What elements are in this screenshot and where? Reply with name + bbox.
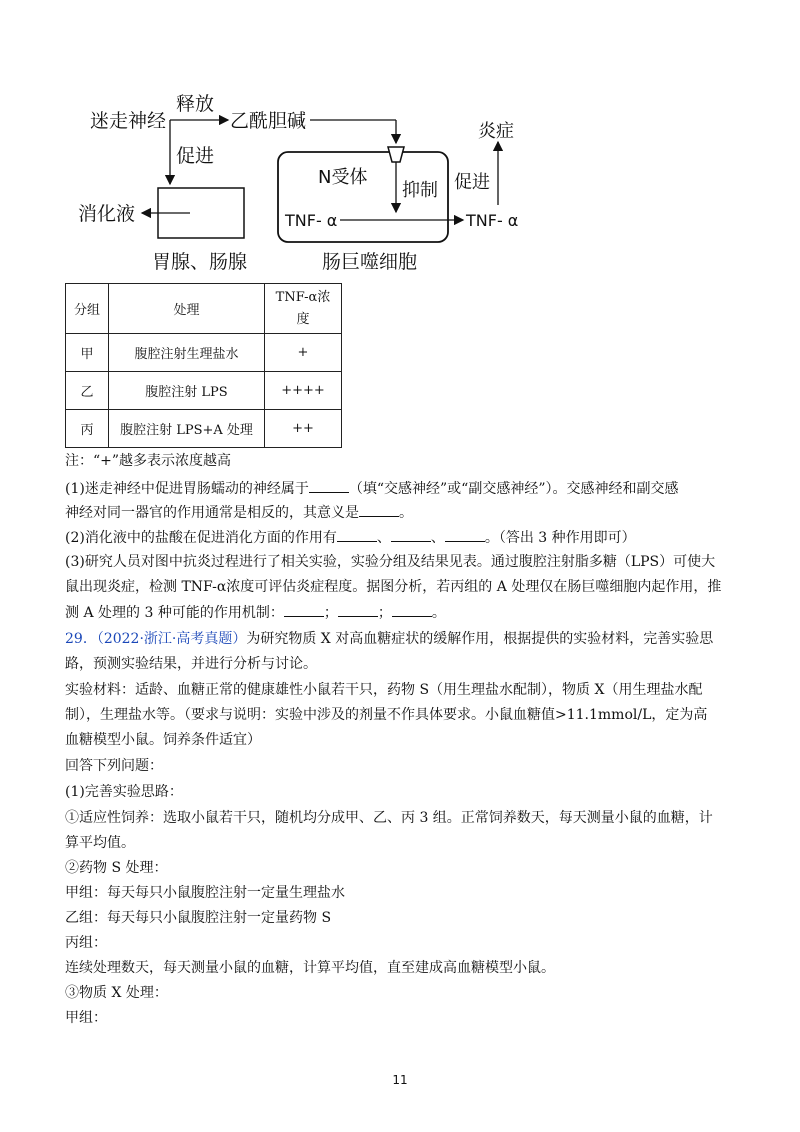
tnf-inner-label: TNF- α — [285, 211, 338, 230]
page-number: 11 — [392, 1073, 408, 1087]
inhibit-label: 抑制 — [402, 180, 438, 201]
header-treatment: 处理 — [109, 284, 265, 334]
part1-heading: (1)完善实验思路： — [65, 784, 183, 800]
materials-line1: 实验材料：适龄、血糖正常的健康雄性小鼠若干只，药物 S（用生理盐水配制），物质 X（用生理盐水配 — [65, 682, 703, 698]
experiment-table — [65, 283, 342, 448]
row-treatment: 腹腔注射生理盐水 — [109, 334, 265, 372]
row-concentration: + — [265, 334, 342, 372]
release-label: 释放 — [176, 93, 215, 115]
promote-label-2: 促进 — [454, 172, 490, 193]
n-receptor-shape — [388, 147, 404, 162]
q3-line1: (3)研究人员对图中抗炎过程进行了相关实验，实验分组及结果见表。通过腹腔注射脂多糖（LPS）可使大 — [65, 554, 716, 570]
header-concentration: TNF-α浓 度 — [265, 284, 342, 334]
row-group: 乙 — [66, 372, 109, 410]
inflammation-label: 炎症 — [478, 121, 514, 142]
answer-blank[interactable] — [309, 478, 349, 493]
q3-line2: 鼠出现炎症，检测 TNF-α浓度可评估炎症程度。据图分析，若丙组的 A 处理仅在肠巨噬细胞内起作用，推 — [65, 579, 722, 595]
q3-line3: 测 A 处理的 3 种可能的作用机制： ； ； 。 — [65, 602, 730, 623]
step2-heading: ②药物 S 处理： — [65, 860, 168, 876]
row-concentration: ++ — [265, 410, 342, 448]
row-group: 甲 — [66, 334, 109, 372]
header-group: 分组 — [66, 284, 109, 334]
ach-label: 乙酰胆碱 — [230, 110, 307, 132]
q1-line2: 神经对同一器官的作用通常是相反的，其意义是 。 — [65, 502, 730, 523]
materials-line3: 血糖模型小鼠。饲养条件适宜） — [65, 732, 261, 748]
gland-label: 胃腺、肠腺 — [152, 251, 248, 273]
group-a-saline: 甲组：每天每只小鼠腹腔注射一定量生理盐水 — [65, 885, 345, 901]
answer-blank[interactable] — [391, 527, 431, 542]
q29-line1: 29．（2022·浙江·高考真题）为研究物质 X 对高血糖症状的缓解作用，根据提供的实验材料，完善实验思 — [65, 631, 714, 647]
answer-blank[interactable] — [392, 602, 432, 617]
table-header-row — [66, 284, 342, 334]
vagus-label: 迷走神经 — [90, 110, 167, 132]
step1-line1: ①适应性饲养：选取小鼠若干只，随机均分成甲、乙、丙 3 组。正常饲养数天，每天测量小鼠的血糖，计 — [65, 810, 713, 826]
question-source[interactable]: （2022·浙江·高考真题） — [96, 631, 247, 647]
materials-line2: 制），生理盐水等。（要求与说明：实验中涉及的剂量不作具体要求。小鼠血糖值>11.1mmol/L，定为高 — [65, 707, 708, 723]
q1-line1: (1)迷走神经中促进胃肠蠕动的神经属于 （填“交感神经”或“副交感神经”）。交感神经和副交感 — [65, 478, 730, 499]
digestive-label: 消化液 — [78, 203, 136, 225]
step3-heading: ③物质 X 处理： — [65, 985, 168, 1001]
table-note: 注：“+”越多表示浓度越高 — [65, 453, 232, 469]
answer-prompt: 回答下列问题： — [65, 758, 163, 774]
q2-line: (2)消化液中的盐酸在促进消化方面的作用有 、 、 。（答出 3 种作用即可） — [65, 527, 730, 548]
continue-line: 连续处理数天，每天测量小鼠的血糖，计算平均值，直至建成高血糖模型小鼠。 — [65, 960, 555, 976]
answer-blank[interactable] — [337, 527, 377, 542]
promote-label-1: 促进 — [176, 145, 215, 167]
n-receptor-label: N受体 — [318, 167, 368, 188]
table-row — [66, 334, 342, 372]
step1-line2: 算平均值。 — [65, 835, 135, 851]
table-row — [66, 372, 342, 410]
macrophage-label: 肠巨噬细胞 — [322, 251, 418, 273]
answer-blank[interactable] — [284, 602, 324, 617]
question-number: 29． — [65, 631, 97, 647]
group-a-x: 甲组： — [65, 1010, 107, 1026]
anti-inflammation-diagram — [70, 90, 540, 280]
answer-blank[interactable] — [359, 502, 399, 517]
row-group: 丙 — [66, 410, 109, 448]
q29-line2: 路，预测实验结果，并进行分析与讨论。 — [65, 656, 317, 672]
table-row — [66, 410, 342, 448]
row-treatment: 腹腔注射 LPS — [109, 372, 265, 410]
answer-blank[interactable] — [338, 602, 378, 617]
tnf-outer-label: TNF- α — [466, 211, 519, 230]
group-b-drug: 乙组：每天每只小鼠腹腔注射一定量药物 S — [65, 910, 332, 926]
row-concentration: ++++ — [265, 372, 342, 410]
group-c: 丙组： — [65, 935, 107, 951]
row-treatment: 腹腔注射 LPS+A 处理 — [109, 410, 265, 448]
answer-blank[interactable] — [445, 527, 485, 542]
